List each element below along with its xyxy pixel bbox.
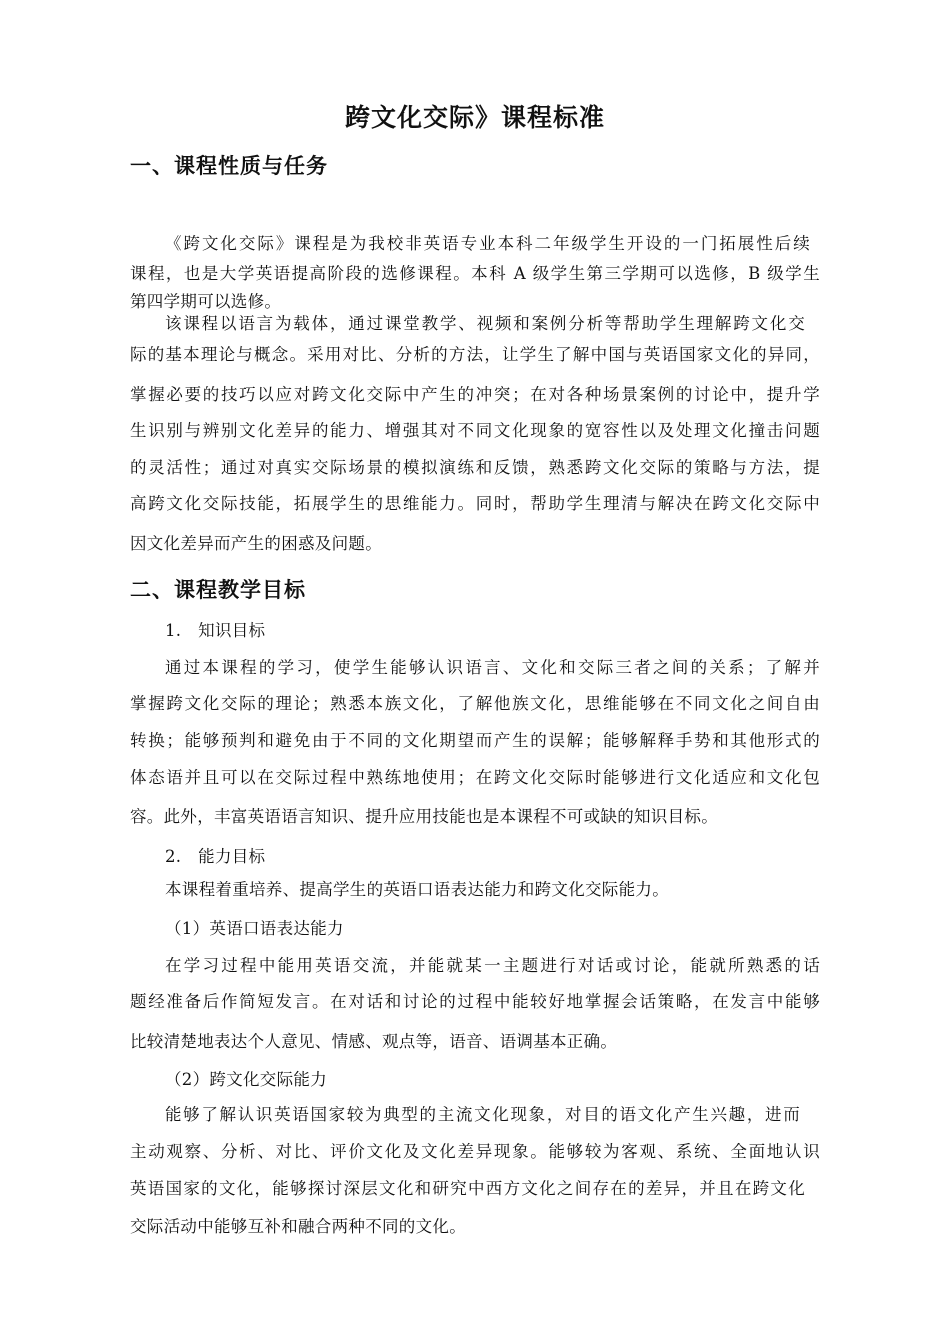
paragraph-line: 通过本课程的学习，使学生能够认识语言、文化和交际三者之间的关系；了解并 [165,658,820,677]
paragraph-line: 高跨文化交际技能，拓展学生的思维能力。同时，帮助学生理清与解决在跨文化交际中 [130,494,820,513]
paragraph-line: 第四学期可以选修。 [130,292,282,311]
section-heading-nature: 一、课程性质与任务 [130,154,328,178]
paragraph-line: 比较清楚地表达个人意见、情感、观点等，语音、语调基本正确。 [130,1032,618,1051]
paragraph-line: 英语国家的文化，能够探讨深层文化和研究中西方文化之间存在的差异，并且在跨文化 [130,1179,805,1198]
paragraph-line: 能够了解认识英语国家较为典型的主流文化现象，对目的语文化产生兴趣，进而 [165,1105,800,1124]
paragraph-line: 主动观察、分析、对比、评价文化及文化差异现象。能够较为客观、系统、全面地认识 [130,1142,820,1161]
paragraph-line: 掌握跨文化交际的理论；熟悉本族文化，了解他族文化，思维能够在不同文化之间自由 [130,694,820,713]
paragraph-line: 生识别与辨别文化差异的能力、增强其对不同文化现象的宽容性以及处理文化撞击问题 [130,421,820,440]
section-heading-objectives: 二、课程教学目标 [130,578,306,602]
paragraph-line: 转换；能够预判和避免由于不同的文化期望而产生的误解；能够解释手势和其他形式的 [130,731,820,750]
paragraph-line: 容。此外，丰富英语语言知识、提升应用技能也是本课程不可或缺的知识目标。 [130,807,718,826]
paragraph-line: 因文化差异而产生的困惑及问题。 [130,534,382,553]
paragraph-line: 《跨文化交际》课程是为我校非英语专业本科二年级学生开设的一门拓展性后续 [165,234,810,253]
paragraph-line: 交际活动中能够互补和融合两种不同的文化。 [130,1217,466,1236]
paragraph-line: 际的基本理论与概念。采用对比、分析的方法，让学生了解中国与英语国家文化的异同， [130,345,820,364]
paragraph-line: 该课程以语言为载体，通过课堂教学、视频和案例分析等帮助学生理解跨文化交 [165,314,805,333]
subsection-label: （1）英语口语表达能力 [165,919,344,938]
paragraph-line: 掌握必要的技巧以应对跨文化交际中产生的冲突；在对各种场景案例的讨论中，提升学 [130,385,820,404]
paragraph-line: 的灵活性；通过对真实交际场景的模拟演练和反馈，熟悉跨文化交际的策略与方法，提 [130,458,820,477]
paragraph-line: 体态语并且可以在交际过程中熟练地使用；在跨文化交际时能够进行文化适应和文化包 [130,768,820,787]
subsection-label: （2）跨文化交际能力 [165,1070,327,1089]
paragraph-line: 课程，也是大学英语提高阶段的选修课程。本科 A 级学生第三学期可以选修，B 级学生 [130,264,820,283]
document-title: 跨文化交际》课程标准 [344,103,605,132]
paragraph-line: 题经准备后作简短发言。在对话和讨论的过程中能较好地掌握会话策略，在发言中能够 [130,992,820,1011]
list-item-label: 2. 能力目标 [165,847,266,866]
list-item-label: 1. 知识目标 [165,621,266,640]
paragraph-line: 本课程着重培养、提高学生的英语口语表达能力和跨文化交际能力。 [165,880,669,899]
paragraph-line: 在学习过程中能用英语交流，并能就某一主题进行对话或讨论，能就所熟悉的话 [165,956,820,975]
